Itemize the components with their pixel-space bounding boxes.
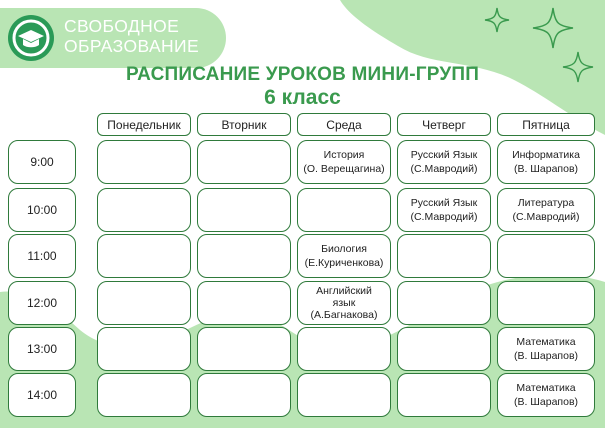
- day-header-thursday: Четверг: [397, 113, 491, 136]
- lesson-cell: [397, 188, 491, 232]
- lesson-cell: [497, 327, 595, 371]
- lesson-cell: [197, 327, 291, 371]
- time-slot-1300: 13:00: [8, 327, 76, 371]
- time-slot-1400: 14:00: [8, 373, 76, 417]
- lesson-cell: [97, 281, 191, 325]
- lesson-cell: [197, 281, 291, 325]
- brand-line-2: ОБРАЗОВАНИЕ: [64, 36, 200, 56]
- day-header-monday: Понедельник: [97, 113, 191, 136]
- lesson-cell: [297, 373, 391, 417]
- day-header-friday: Пятница: [497, 113, 595, 136]
- lesson-cell: [497, 140, 595, 184]
- lesson-cell: [497, 188, 595, 232]
- lesson-subject: Литература: [517, 197, 575, 209]
- lesson-cell: [397, 140, 491, 184]
- lesson-cell: [297, 188, 391, 232]
- lesson-cell: [197, 234, 291, 278]
- lesson-cell: [297, 234, 391, 278]
- lesson-subject: История: [323, 149, 365, 161]
- page-title: РАСПИСАНИЕ УРОКОВ МИНИ-ГРУПП: [125, 64, 480, 85]
- lesson-cell: [397, 281, 491, 325]
- lesson-subject: Биология: [321, 243, 367, 255]
- lesson-subject: Английский: [316, 285, 372, 297]
- lesson-cell: [497, 281, 595, 325]
- lesson-cell: [197, 140, 291, 184]
- lesson-subject: Математика: [516, 336, 576, 348]
- brand-line-1: СВОБОДНОЕ: [64, 16, 180, 36]
- lesson-cell: [497, 373, 595, 417]
- lesson-teacher: (С.Мавродий): [410, 211, 478, 223]
- lesson-cell: [397, 234, 491, 278]
- lesson-subject: Русский Язык: [410, 197, 478, 209]
- lesson-cell: [197, 188, 291, 232]
- lesson-cell: [97, 140, 191, 184]
- time-slot-0900: 9:00: [8, 140, 76, 184]
- lesson-subject: Информатика: [512, 149, 580, 161]
- lesson-teacher: (А.Багнакова): [310, 309, 378, 321]
- time-slot-1100: 11:00: [8, 234, 76, 278]
- lesson-teacher: (С.Мавродий): [512, 211, 580, 223]
- lesson-teacher: (В. Шарапов): [513, 396, 579, 408]
- lesson-cell: [97, 188, 191, 232]
- lesson-cell: [97, 373, 191, 417]
- lesson-subject: Математика: [516, 382, 576, 394]
- lesson-cell: [97, 327, 191, 371]
- time-slot-1200: 12:00: [8, 281, 76, 325]
- lesson-cell: [97, 234, 191, 278]
- lesson-cell: [397, 327, 491, 371]
- lesson-teacher: (О. Верещагина): [303, 163, 385, 175]
- page-subtitle: 6 класс: [264, 86, 341, 109]
- lesson-cell: [397, 373, 491, 417]
- lesson-cell: [497, 234, 595, 278]
- lesson-teacher: (В. Шарапов): [513, 163, 579, 175]
- lesson-cell: [197, 373, 291, 417]
- day-header-tuesday: Вторник: [197, 113, 291, 136]
- lesson-teacher: (В. Шарапов): [513, 350, 579, 362]
- graduation-cap-icon: [8, 15, 54, 61]
- lesson-teacher: (Е.Куриченкова): [304, 257, 384, 269]
- lesson-cell: [297, 327, 391, 371]
- lesson-cell: [297, 281, 391, 325]
- day-header-wednesday: Среда: [297, 113, 391, 136]
- lesson-teacher: (С.Мавродий): [410, 163, 478, 175]
- logo-badge: [8, 15, 54, 61]
- time-slot-1000: 10:00: [8, 188, 76, 232]
- lesson-subject-line-2: язык: [332, 297, 356, 309]
- lesson-cell: [297, 140, 391, 184]
- lesson-subject: Русский Язык: [410, 149, 478, 161]
- brand-name: [64, 16, 199, 56]
